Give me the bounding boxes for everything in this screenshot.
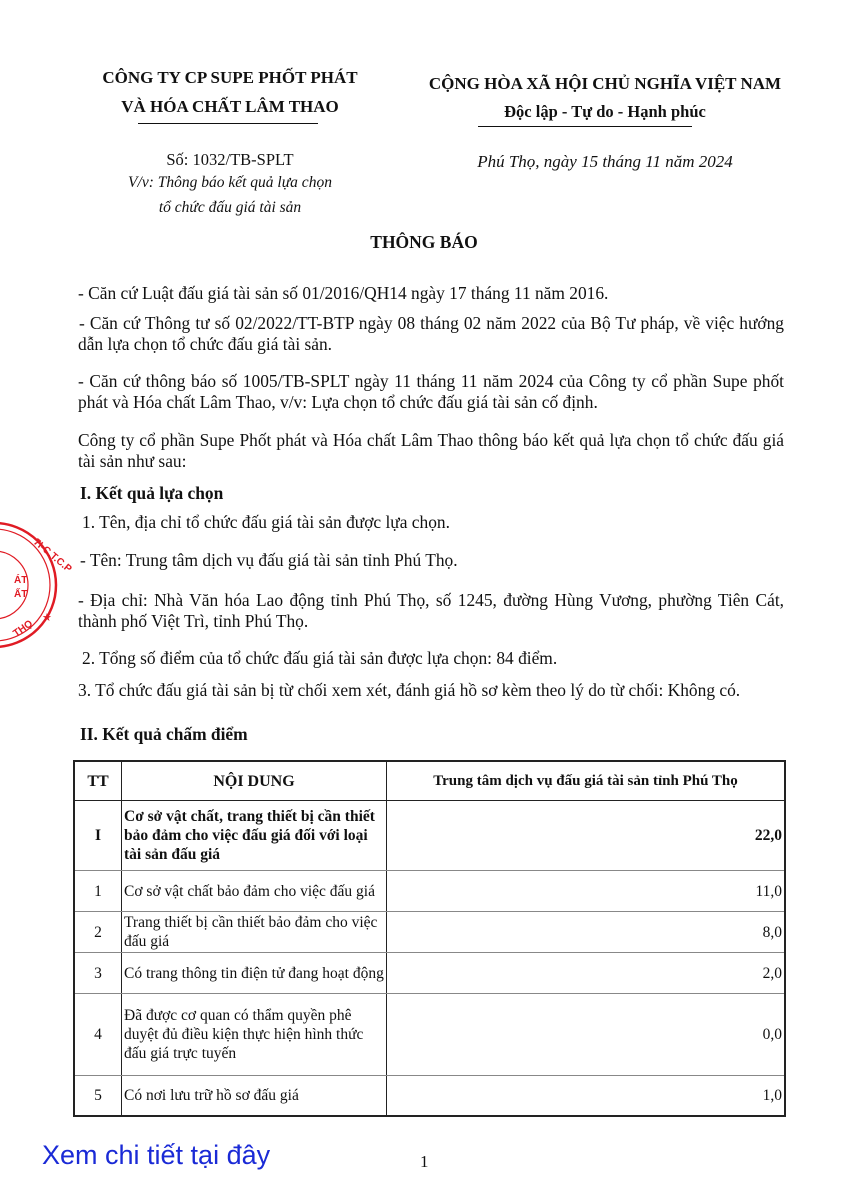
basis-paragraph-3: - Căn cứ thông báo số 1005/TB-SPLT ngày 11 tháng 11 năm 2024 của Công ty cổ phần Supe phốt phát và Hóa chất Lâm Thao, v/v: Lựa chọn tổ chức đấu giá tài sản cố định. [78,371,784,412]
subject-line1: V/v: Thông báo kết quả lựa chọn [128,174,332,191]
intro-paragraph: Công ty cổ phần Supe Phốt phát và Hóa chất Lâm Thao thông báo kết quả lựa chọn tổ chức đấu giá tài sản như sau: [78,430,784,471]
view-details-link[interactable]: Xem chi tiết tại đây [42,1140,271,1170]
place-date: Phú Thọ, ngày 15 tháng 11 năm 2024 [477,152,733,171]
section-2-heading: II. Kết quả chấm điểm [80,724,248,744]
row-content: Cơ sở vật chất, trang thiết bị cần thiết bảo đảm cho việc đấu giá đối với loại tài sản đấu giá [122,801,387,871]
table-row [74,871,785,912]
row-tt: 5 [74,1076,122,1116]
table-row [74,1076,785,1116]
table-row [74,912,785,953]
row-content: Có trang thông tin điện tử đang hoạt động [122,953,387,994]
svg-text:THỌ: THỌ [11,618,36,640]
section-1-item-2: 2. Tổng số điểm của tổ chức đấu giá tài sản được lựa chọn: 84 điểm. [82,648,558,668]
company-name-line1: CÔNG TY CP SUPE PHỐT PHÁT [102,68,358,87]
header-organization: Trung tâm dịch vụ đấu giá tài sản tỉnh Phú Thọ [387,761,786,801]
row-content: Đã được cơ quan có thẩm quyền phê duyệt đủ điều kiện thực hiện hình thức đấu giá trực tuyến [122,994,387,1076]
section-1-item-3: 3. Tổ chức đấu giá tài sản bị từ chối xem xét, đánh giá hồ sơ kèm theo lý do từ chối: Không có. [78,680,741,700]
basis-paragraph-1: - Căn cứ Luật đấu giá tài sản số 01/2016/QH14 ngày 17 tháng 11 năm 2016. [78,283,609,303]
selected-org-name: - Tên: Trung tâm dịch vụ đấu giá tài sản tỉnh Phú Thọ. [80,550,458,570]
row-tt: 1 [74,871,122,912]
country-motto: Độc lập - Tự do - Hạnh phúc [504,102,706,121]
page-number: 1 [420,1152,429,1171]
row-tt: 3 [74,953,122,994]
header-tt: TT [74,761,122,801]
table-row [74,953,785,994]
company-seal-stamp [0,505,74,665]
svg-text:ÁT: ÁT [14,575,28,586]
row-tt: 2 [74,912,122,953]
row-content: Cơ sở vật chất bảo đảm cho việc đấu giá [122,871,387,912]
row-tt: 4 [74,994,122,1076]
svg-text:★: ★ [42,612,52,624]
row-content: Trang thiết bị cần thiết bảo đảm cho việc đấu giá [122,912,387,953]
row-score: 1,0 [387,1076,786,1116]
header-content: NỘI DUNG [122,761,387,801]
subject-line2: tổ chức đấu giá tài sản [158,199,302,216]
selected-org-address: - Địa chỉ: Nhà Văn hóa Lao động tỉnh Phú Thọ, số 1245, đường Hùng Vương, phường Tiên Cát, thành phố Việt Trì, tỉnh Phú Thọ. [78,590,784,631]
basis-paragraph-2: - Căn cứ Thông tư số 02/2022/TT-BTP ngày 08 tháng 02 năm 2022 của Bộ Tư pháp, về việc hướng dẫn lựa chọn tổ chức đấu giá tài sản. [78,313,784,354]
row-score: 8,0 [387,912,786,953]
table-row [74,994,785,1076]
row-score: 2,0 [387,953,786,994]
row-score: 0,0 [387,994,786,1076]
svg-text:7I-C.T.C.P: 7I-C.T.C.P [31,536,74,575]
row-score: 22,0 [387,801,786,871]
score-table [73,760,786,1117]
company-underline [138,123,318,124]
svg-text:ẤT: ẤT [14,589,28,600]
row-score: 11,0 [387,871,786,912]
motto-underline [478,126,692,127]
table-row [74,801,785,871]
document-number: Số: 1032/TB-SPLT [166,150,294,169]
company-name-line2: VÀ HÓA CHẤT LÂM THAO [121,97,339,116]
section-1-item-1: 1. Tên, địa chỉ tổ chức đấu giá tài sản được lựa chọn. [82,512,450,532]
table-header-row [74,761,785,801]
document-title: THÔNG BÁO [370,232,478,252]
row-content: Có nơi lưu trữ hồ sơ đấu giá [122,1076,387,1116]
country-name: CỘNG HÒA XÃ HỘI CHỦ NGHĨA VIỆT NAM [428,74,782,93]
row-tt: I [74,801,122,871]
section-1-heading: I. Kết quả lựa chọn [80,483,224,503]
